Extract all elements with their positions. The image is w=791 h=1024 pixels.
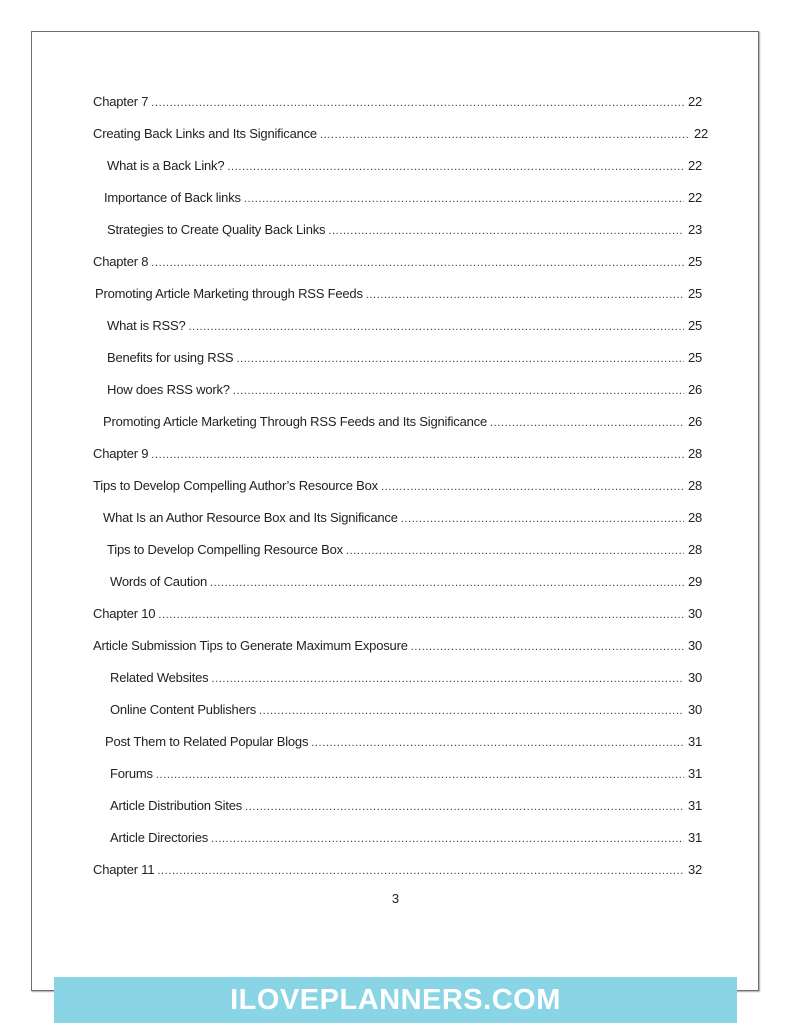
toc-entry-page: 22	[687, 94, 702, 109]
toc-dot-leader	[328, 225, 684, 237]
toc-section-entry[interactable]	[110, 670, 702, 690]
toc-chapter-entry[interactable]	[93, 606, 702, 626]
toc-dot-leader	[490, 417, 684, 429]
page-number: 3	[391, 891, 400, 906]
toc-section-entry[interactable]	[104, 190, 702, 210]
toc-entry-page: 31	[687, 798, 702, 813]
toc-entry-page: 30	[687, 670, 702, 685]
toc-dot-leader	[189, 321, 684, 333]
toc-section-entry[interactable]	[103, 414, 702, 434]
toc-section-entry[interactable]	[110, 830, 702, 850]
toc-entry-page: 31	[687, 830, 702, 845]
banner-text: ILOVEPLANNERS.COM	[230, 983, 561, 1016]
toc-section-entry[interactable]	[110, 702, 702, 722]
toc-chapter-entry[interactable]	[93, 254, 702, 274]
toc-entry-page: 31	[687, 766, 702, 781]
toc-entry-page: 26	[687, 414, 702, 429]
toc-entry-title: What is a Back Link?	[107, 158, 225, 173]
toc-entry-title: Article Directories	[110, 830, 209, 845]
toc-chapter-entry[interactable]	[93, 446, 702, 466]
toc-chapter-entry[interactable]	[95, 286, 702, 306]
toc-entry-page: 30	[687, 606, 702, 621]
toc-entry-title: Promoting Article Marketing Through RSS Feeds and Its Significance	[103, 414, 487, 429]
toc-entry-title: Online Content Publishers	[110, 702, 257, 717]
toc-entry-page: 25	[687, 350, 702, 365]
toc-entry-title: Tips to Develop Compelling Author’s Resource Box	[93, 478, 378, 493]
toc-entry-title: Benefits for using RSS	[107, 350, 234, 365]
toc-dot-leader	[244, 193, 684, 205]
toc-entry-title: Chapter 10	[93, 606, 156, 621]
toc-section-entry[interactable]	[110, 798, 702, 818]
toc-dot-leader	[227, 161, 684, 173]
toc-entry-title: Importance of Back links	[104, 190, 241, 205]
toc-dot-leader	[411, 641, 684, 653]
toc-entry-title: Words of Caution	[110, 574, 207, 589]
toc-entry-page: 28	[687, 510, 702, 525]
toc-chapter-entry[interactable]	[93, 478, 702, 498]
toc-entry-title: Strategies to Create Quality Back Links	[107, 222, 326, 237]
toc-dot-leader	[346, 545, 684, 557]
toc-chapter-entry[interactable]	[93, 862, 702, 882]
toc-section-entry[interactable]	[107, 222, 702, 242]
toc-entry-page: 26	[687, 382, 702, 397]
toc-chapter-entry[interactable]	[93, 126, 708, 146]
toc-entry-title: Promoting Article Marketing through RSS Feeds	[95, 286, 363, 301]
toc-entry-title: Related Websites	[110, 670, 209, 685]
toc-entry-page: 31	[687, 734, 702, 749]
toc-section-entry[interactable]	[110, 766, 702, 786]
toc-entry-page: 28	[687, 478, 702, 493]
toc-entry-page: 25	[687, 286, 702, 301]
toc-section-entry[interactable]	[107, 158, 702, 178]
toc-entry-title: What Is an Author Resource Box and Its Significance	[103, 510, 398, 525]
toc-entry-page: 28	[687, 542, 702, 557]
toc-dot-leader	[320, 129, 690, 141]
toc-entry-title: Chapter 9	[93, 446, 149, 461]
toc-dot-leader	[157, 865, 684, 877]
toc-chapter-entry[interactable]	[93, 94, 702, 114]
toc-entry-title: Creating Back Links and Its Significance	[93, 126, 317, 141]
toc-dot-leader	[233, 385, 684, 397]
toc-dot-leader	[245, 801, 684, 813]
toc-entry-page: 25	[687, 318, 702, 333]
toc-section-entry[interactable]	[105, 734, 702, 754]
toc-entry-page: 22	[693, 126, 708, 141]
toc-dot-leader	[151, 257, 684, 269]
toc-dot-leader	[158, 609, 684, 621]
toc-entry-title: Article Distribution Sites	[110, 798, 243, 813]
toc-entry-page: 22	[687, 190, 702, 205]
toc-dot-leader	[381, 481, 684, 493]
toc-entry-title: Post Them to Related Popular Blogs	[105, 734, 309, 749]
toc-entry-page: 32	[687, 862, 702, 877]
toc-section-entry[interactable]	[103, 510, 702, 530]
toc-dot-leader	[366, 289, 684, 301]
toc-section-entry[interactable]	[110, 574, 702, 594]
toc-entry-title: Article Submission Tips to Generate Maximum Exposure	[93, 638, 408, 653]
toc-section-entry[interactable]	[107, 350, 702, 370]
toc-dot-leader	[151, 97, 684, 109]
toc-entry-title: Tips to Develop Compelling Resource Box	[107, 542, 343, 557]
toc-dot-leader	[211, 833, 684, 845]
toc-section-entry[interactable]	[107, 382, 702, 402]
toc-entry-title: Chapter 7	[93, 94, 149, 109]
toc-entry-page: 25	[687, 254, 702, 269]
toc-dot-leader	[156, 769, 684, 781]
toc-dot-leader	[210, 577, 684, 589]
toc-entry-title: Chapter 8	[93, 254, 149, 269]
site-banner	[54, 977, 737, 1023]
toc-entry-page: 23	[687, 222, 702, 237]
toc-entry-page: 22	[687, 158, 702, 173]
toc-entry-title: How does RSS work?	[107, 382, 230, 397]
toc-chapter-entry[interactable]	[93, 638, 702, 658]
toc-section-entry[interactable]	[107, 318, 702, 338]
toc-entry-page: 29	[687, 574, 702, 589]
toc-entry-page: 30	[687, 638, 702, 653]
toc-dot-leader	[401, 513, 684, 525]
toc-dot-leader	[236, 353, 684, 365]
toc-entry-title: Chapter 11	[93, 862, 155, 877]
toc-entry-title: Forums	[110, 766, 153, 781]
toc-section-entry[interactable]	[107, 542, 702, 562]
toc-dot-leader	[311, 737, 684, 749]
toc-dot-leader	[259, 705, 684, 717]
toc-entry-page: 28	[687, 446, 702, 461]
toc-dot-leader	[151, 449, 684, 461]
toc-dot-leader	[211, 673, 683, 685]
toc-entry-title: What is RSS?	[107, 318, 186, 333]
toc-entry-page: 30	[687, 702, 702, 717]
